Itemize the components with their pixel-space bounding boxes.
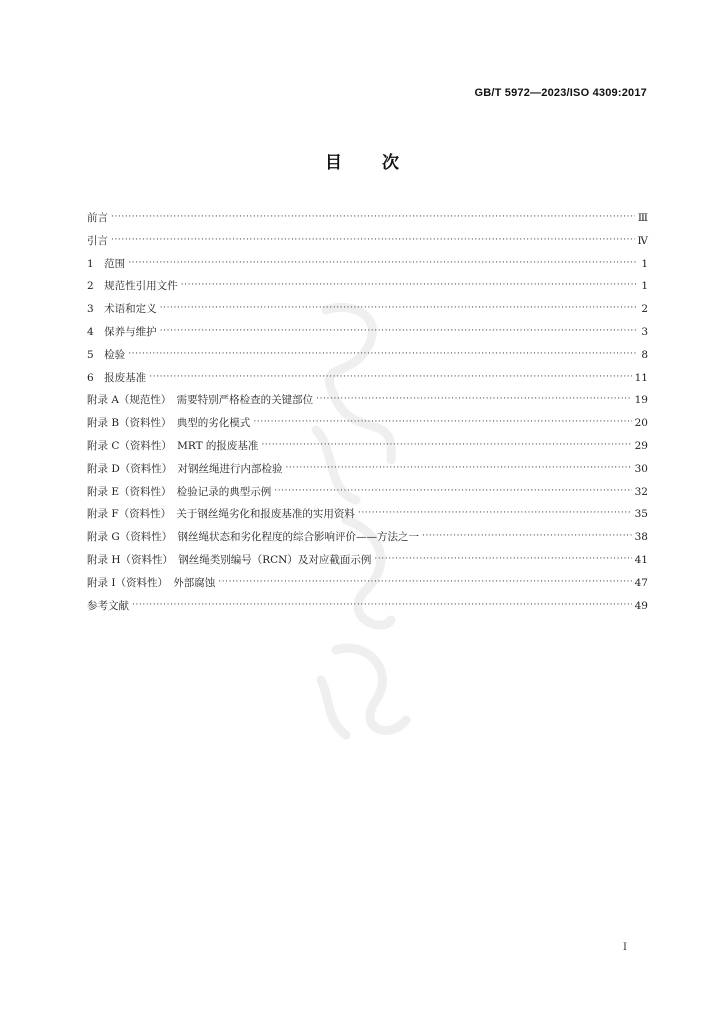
toc-leader-dots xyxy=(274,480,631,503)
toc-entry-page: 2 xyxy=(641,303,648,316)
page-title xyxy=(0,148,724,173)
toc-leader-dots xyxy=(128,343,637,366)
toc-entry-label: 附录 A（规范性） 需要特别严格检查的关键部位 xyxy=(87,394,314,407)
toc-entry-foreword[interactable] xyxy=(87,207,648,230)
toc-entry-page: 3 xyxy=(641,325,648,338)
toc-leader-dots xyxy=(253,411,631,434)
toc-entry-5[interactable] xyxy=(87,344,648,367)
toc-entry-1[interactable] xyxy=(87,253,648,276)
toc-entry-annex-e[interactable] xyxy=(87,481,648,504)
toc-entry-page: 29 xyxy=(634,439,648,452)
toc-entry-label: 附录 E（资料性） 检验记录的典型示例 xyxy=(87,485,272,498)
toc-entry-annex-i[interactable] xyxy=(87,572,648,595)
toc-entry-label: 6 报废基准 xyxy=(87,371,147,384)
toc-leader-dots xyxy=(286,457,632,480)
toc-entry-page: 35 xyxy=(634,508,648,521)
toc-entry-page: 47 xyxy=(634,576,648,589)
toc-leader-dots xyxy=(358,502,632,525)
toc-entry-page: 38 xyxy=(634,531,648,544)
standard-code: GB/T 5972—2023/ISO 4309:2017 xyxy=(474,87,647,99)
toc-entry-page: Ⅲ xyxy=(637,212,648,224)
toc-entry-label: 5 检验 xyxy=(87,348,126,361)
toc-entry-page: 8 xyxy=(641,348,648,361)
toc-entry-label: 3 术语和定义 xyxy=(87,303,157,316)
toc-entry-annex-h[interactable] xyxy=(87,549,648,572)
toc-entry-page: 11 xyxy=(634,371,648,384)
toc-leader-dots xyxy=(132,594,632,617)
page-number: I xyxy=(623,942,627,953)
toc-entry-page: 19 xyxy=(634,394,648,407)
toc-leader-dots xyxy=(374,548,631,571)
toc-entry-page: 1 xyxy=(641,257,648,270)
toc-entry-introduction[interactable] xyxy=(87,230,648,253)
table-of-contents xyxy=(87,207,648,617)
toc-entry-label: 1 范围 xyxy=(87,257,126,270)
toc-entry-page: 20 xyxy=(634,417,648,430)
toc-entry-annex-d[interactable] xyxy=(87,458,648,481)
toc-entry-label: 附录 F（资料性） 关于钢丝绳劣化和报废基准的实用资料 xyxy=(87,508,355,521)
toc-entry-annex-a[interactable] xyxy=(87,389,648,412)
toc-entry-annex-g[interactable] xyxy=(87,526,648,549)
toc-entry-label: 参考文献 xyxy=(87,599,129,612)
toc-entry-annex-b[interactable] xyxy=(87,412,648,435)
toc-leader-dots xyxy=(128,252,637,275)
toc-leader-dots xyxy=(111,229,635,252)
toc-entry-label: 附录 G（资料性） 钢丝绳状态和劣化程度的综合影响评价——方法之一 xyxy=(87,531,419,544)
toc-leader-dots xyxy=(160,320,637,343)
title-left: 目 xyxy=(325,153,342,173)
toc-entry-page: 49 xyxy=(634,599,648,612)
toc-leader-dots xyxy=(261,434,631,457)
toc-entry-annex-c[interactable] xyxy=(87,435,648,458)
toc-entry-page: 32 xyxy=(634,485,648,498)
toc-leader-dots xyxy=(111,206,635,229)
toc-leader-dots xyxy=(316,388,631,411)
toc-entry-label: 附录 D（资料性） 对钢丝绳进行内部检验 xyxy=(87,462,283,475)
toc-entry-page: Ⅳ xyxy=(637,234,648,247)
toc-entry-label: 引言 xyxy=(87,234,108,247)
toc-leader-dots xyxy=(181,274,637,297)
toc-leader-dots xyxy=(160,297,637,320)
toc-entry-3[interactable] xyxy=(87,298,648,321)
toc-entry-6[interactable] xyxy=(87,367,648,390)
toc-entry-page: 41 xyxy=(634,553,648,566)
title-right: 次 xyxy=(382,153,399,173)
toc-entry-annex-f[interactable] xyxy=(87,503,648,526)
toc-leader-dots xyxy=(422,525,632,548)
toc-entry-label: 前言 xyxy=(87,212,108,224)
toc-leader-dots xyxy=(218,571,631,594)
toc-entry-page: 30 xyxy=(634,462,648,475)
toc-entry-bibliography[interactable] xyxy=(87,595,648,618)
toc-entry-label: 附录 I（资料性） 外部腐蚀 xyxy=(87,576,216,589)
toc-entry-label: 2 规范性引用文件 xyxy=(87,280,178,293)
toc-entry-4[interactable] xyxy=(87,321,648,344)
toc-entry-label: 附录 B（资料性） 典型的劣化模式 xyxy=(87,417,251,430)
toc-entry-2[interactable] xyxy=(87,275,648,298)
toc-leader-dots xyxy=(149,366,631,389)
toc-entry-label: 附录 C（资料性） MRT 的报废基准 xyxy=(87,439,259,452)
toc-entry-label: 附录 H（资料性） 钢丝绳类别编号（RCN）及对应截面示例 xyxy=(87,553,372,566)
toc-entry-label: 4 保养与维护 xyxy=(87,325,157,338)
toc-entry-page: 1 xyxy=(641,280,648,293)
